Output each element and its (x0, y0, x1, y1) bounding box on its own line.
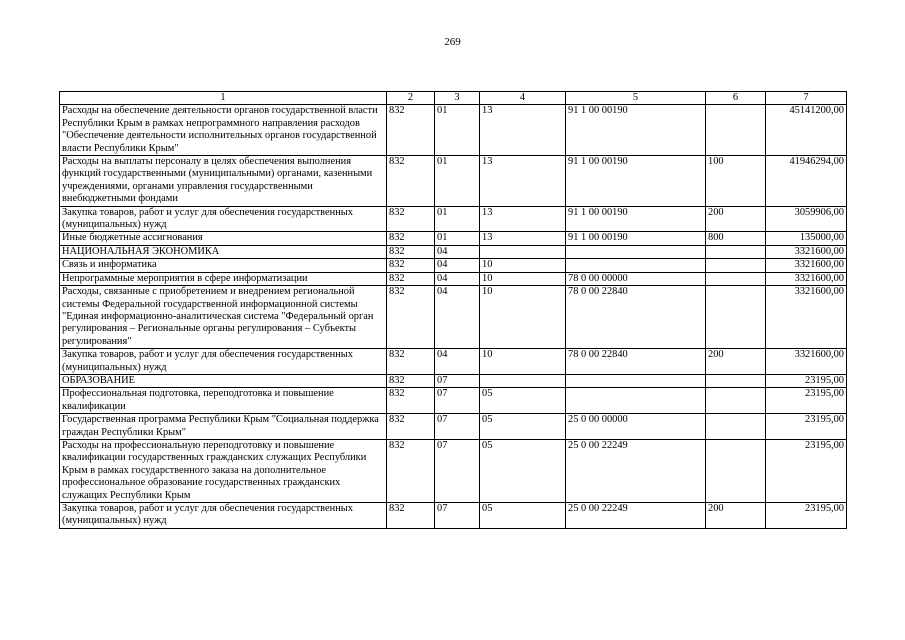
table-row (60, 388, 847, 414)
row-sum: 23195,00 (766, 388, 847, 414)
table-row (60, 439, 847, 502)
row-grbs: 832 (387, 414, 435, 440)
row-name: Расходы на профессиональную переподготовку и повышение квалификации государственных гражданских служащих Республики Крым в рамках государственного заказа на дополнительное профессиональное образование государственных гражданских служащих Республики Крым (60, 439, 387, 502)
row-name: Закупка товаров, работ и услуг для обеспечения государственных (муниципальных) нужд (60, 349, 387, 375)
row-name: НАЦИОНАЛЬНАЯ ЭКОНОМИКА (60, 245, 387, 258)
row-target-article (566, 388, 706, 414)
header-col-1: 1 (60, 92, 387, 105)
row-grbs: 832 (387, 388, 435, 414)
row-subsection: 10 (480, 349, 566, 375)
row-expense-type (706, 245, 766, 258)
header-col-5: 5 (566, 92, 706, 105)
row-sum: 3321600,00 (766, 286, 847, 349)
row-expense-type (706, 259, 766, 272)
row-sum: 41946294,00 (766, 156, 847, 207)
row-grbs: 832 (387, 349, 435, 375)
row-target-article: 91 1 00 00190 (566, 105, 706, 156)
row-section: 04 (435, 272, 480, 285)
row-target-article: 25 0 00 00000 (566, 414, 706, 440)
row-expense-type (706, 414, 766, 440)
table-row (60, 156, 847, 207)
row-grbs: 832 (387, 105, 435, 156)
row-expense-type (706, 374, 766, 387)
row-section: 07 (435, 374, 480, 387)
table-header (60, 92, 847, 105)
row-name: Расходы, связанные с приобретением и внедрением региональной системы Федеральной государственной информационной системы "Единая информационно-аналитическая система "Федеральный орган регулирования – Региональные органы регулирования – Субъекты регулирования" (60, 286, 387, 349)
row-grbs: 832 (387, 232, 435, 245)
row-section: 07 (435, 388, 480, 414)
row-subsection: 10 (480, 272, 566, 285)
row-section: 07 (435, 439, 480, 502)
table-row (60, 272, 847, 285)
row-target-article: 78 0 00 00000 (566, 272, 706, 285)
row-name: Расходы на обеспечение деятельности органов государственной власти Республики Крым в рамках непрограммного направления расходов "Обеспечение деятельности исполнительных органов государственной власти Республики Крым" (60, 105, 387, 156)
row-grbs: 832 (387, 286, 435, 349)
row-subsection (480, 245, 566, 258)
header-col-7: 7 (766, 92, 847, 105)
row-sum: 3321600,00 (766, 245, 847, 258)
row-subsection: 05 (480, 388, 566, 414)
row-target-article (566, 245, 706, 258)
row-sum: 135000,00 (766, 232, 847, 245)
row-section: 07 (435, 414, 480, 440)
row-name: Расходы на выплаты персоналу в целях обеспечения выполнения функций государственными (муниципальными) органами, казенными учреждениями, органами управления государственными внебюджетными фондами (60, 156, 387, 207)
row-grbs: 832 (387, 272, 435, 285)
row-expense-type (706, 439, 766, 502)
row-section: 01 (435, 156, 480, 207)
row-subsection: 05 (480, 414, 566, 440)
row-target-article: 25 0 00 22249 (566, 503, 706, 529)
row-section: 01 (435, 105, 480, 156)
row-expense-type (706, 105, 766, 156)
row-expense-type: 200 (706, 206, 766, 232)
row-target-article: 25 0 00 22249 (566, 439, 706, 502)
row-section: 07 (435, 503, 480, 529)
row-grbs: 832 (387, 374, 435, 387)
row-expense-type: 100 (706, 156, 766, 207)
row-name: Закупка товаров, работ и услуг для обеспечения государственных (муниципальных) нужд (60, 503, 387, 529)
page-number: 269 (444, 36, 461, 48)
row-name: Иные бюджетные ассигнования (60, 232, 387, 245)
row-name: Государственная программа Республики Крым "Социальная поддержка граждан Республики Крым" (60, 414, 387, 440)
row-sum: 23195,00 (766, 439, 847, 502)
header-col-2: 2 (387, 92, 435, 105)
row-section: 01 (435, 232, 480, 245)
row-section: 04 (435, 259, 480, 272)
row-grbs: 832 (387, 259, 435, 272)
row-target-article: 91 1 00 00190 (566, 206, 706, 232)
row-sum: 23195,00 (766, 374, 847, 387)
row-expense-type (706, 272, 766, 285)
table-row (60, 245, 847, 258)
table-row (60, 259, 847, 272)
header-col-4: 4 (480, 92, 566, 105)
row-target-article (566, 374, 706, 387)
row-target-article: 91 1 00 00190 (566, 232, 706, 245)
row-section: 04 (435, 286, 480, 349)
row-section: 04 (435, 349, 480, 375)
row-subsection: 13 (480, 206, 566, 232)
header-row (60, 92, 847, 105)
row-target-article: 91 1 00 00190 (566, 156, 706, 207)
row-sum: 3321600,00 (766, 272, 847, 285)
row-subsection: 10 (480, 286, 566, 349)
row-grbs: 832 (387, 206, 435, 232)
header-col-6: 6 (706, 92, 766, 105)
row-subsection: 05 (480, 503, 566, 529)
row-target-article: 78 0 00 22840 (566, 349, 706, 375)
row-expense-type: 800 (706, 232, 766, 245)
row-expense-type (706, 388, 766, 414)
row-name: Закупка товаров, работ и услуг для обеспечения государственных (муниципальных) нужд (60, 206, 387, 232)
row-name: ОБРАЗОВАНИЕ (60, 374, 387, 387)
row-target-article (566, 259, 706, 272)
row-subsection (480, 374, 566, 387)
row-expense-type (706, 286, 766, 349)
table-row (60, 374, 847, 387)
row-section: 04 (435, 245, 480, 258)
row-section: 01 (435, 206, 480, 232)
table-row (60, 414, 847, 440)
row-sum: 3321600,00 (766, 349, 847, 375)
row-name: Связь и информатика (60, 259, 387, 272)
table-row (60, 286, 847, 349)
row-sum: 23195,00 (766, 503, 847, 529)
row-expense-type: 200 (706, 349, 766, 375)
table-row (60, 232, 847, 245)
table-row (60, 349, 847, 375)
row-subsection: 10 (480, 259, 566, 272)
table-row (60, 206, 847, 232)
row-subsection: 13 (480, 105, 566, 156)
budget-table (59, 91, 847, 529)
row-subsection: 13 (480, 156, 566, 207)
table-row (60, 503, 847, 529)
row-grbs: 832 (387, 439, 435, 502)
header-col-3: 3 (435, 92, 480, 105)
row-sum: 45141200,00 (766, 105, 847, 156)
row-name: Непрограммные мероприятия в сфере информатизации (60, 272, 387, 285)
table-row (60, 105, 847, 156)
row-subsection: 05 (480, 439, 566, 502)
row-target-article: 78 0 00 22840 (566, 286, 706, 349)
row-name: Профессиональная подготовка, переподготовка и повышение квалификации (60, 388, 387, 414)
row-sum: 3059906,00 (766, 206, 847, 232)
row-grbs: 832 (387, 245, 435, 258)
row-sum: 23195,00 (766, 414, 847, 440)
row-grbs: 832 (387, 156, 435, 207)
row-grbs: 832 (387, 503, 435, 529)
table-body (60, 105, 847, 528)
row-subsection: 13 (480, 232, 566, 245)
row-sum: 3321600,00 (766, 259, 847, 272)
row-expense-type: 200 (706, 503, 766, 529)
